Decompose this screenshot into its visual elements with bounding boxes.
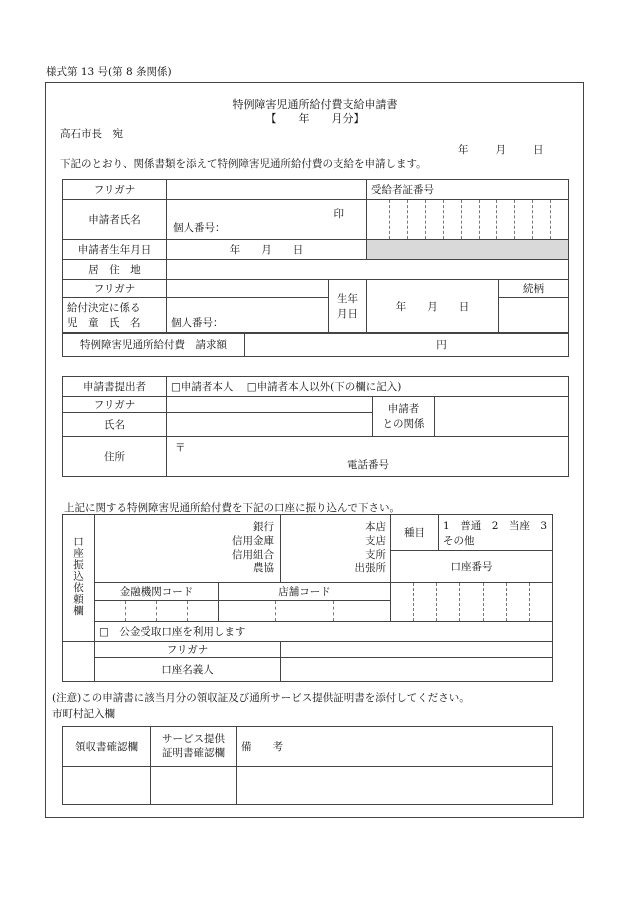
city-table	[62, 726, 553, 805]
applicant-birth-label: 申請者生年月日	[63, 240, 167, 260]
applicant-birth-field[interactable]: 年 月 日	[167, 240, 367, 260]
claim-label: 特例障害児通所給付費 請求額	[63, 333, 245, 357]
receipt-check-field[interactable]	[63, 767, 151, 805]
bank-side-label-cell	[63, 515, 95, 642]
yen-unit: 円	[436, 339, 447, 351]
submitter-table	[62, 376, 569, 477]
service-check-label: サービス提供 証明書確認欄	[151, 727, 237, 767]
submitter-other-checkbox[interactable]: □申請者本人以外(下の欄に記入)	[246, 381, 402, 393]
bank-intro: 上記に関する特例障害児通所給付費を下記の口座に振り込んで下さい。	[64, 502, 400, 514]
submitter-options	[167, 377, 569, 397]
kind-options[interactable]: 1 普通 2 当座 3その他	[439, 515, 553, 551]
applicant-table	[62, 179, 569, 334]
child-name-label-line2: 児 童 氏 名	[67, 316, 141, 329]
address-label: 居 住 地	[63, 260, 167, 280]
applicant-furigana-field[interactable]	[167, 180, 367, 200]
recipient-no-label: 受給者証番号	[367, 180, 569, 200]
child-name-label	[63, 298, 167, 334]
child-personal-no-label: 個人番号：	[171, 317, 224, 329]
bank-side-label: 口座振込依頼欄	[72, 536, 84, 617]
submitter-label: 申請書提出者	[63, 377, 167, 397]
submitter-address-label: 住所	[63, 437, 167, 477]
holder-label: 口座名義人	[95, 658, 281, 682]
bank-side-label-bottom	[63, 642, 95, 658]
submitter-self-checkbox[interactable]: □申請者本人	[171, 381, 234, 393]
public-account-checkbox[interactable]: □ 公金受取口座を利用します	[95, 622, 553, 642]
city-heading: 市町村記入欄	[52, 708, 115, 720]
child-name-label-line1: 給付決定に係る	[67, 301, 141, 314]
branch-type-list[interactable]: 本店 支店 支所 出張所	[281, 515, 391, 583]
submitter-address-field[interactable]	[167, 437, 569, 477]
bank-side-label-bottom2	[63, 658, 95, 682]
bank-table	[62, 514, 553, 682]
form-title: 特例障害児通所給付費支給申請書	[232, 98, 398, 111]
submitter-name-label: 氏名	[63, 413, 167, 437]
branch-code-field[interactable]	[219, 601, 391, 622]
holder-field[interactable]	[281, 658, 553, 682]
submitter-furigana-field[interactable]	[167, 397, 373, 413]
institution-code-label: 金融機関コード	[95, 583, 219, 601]
addressee: 高石市長 宛	[60, 128, 123, 140]
postal-mark: 〒	[175, 442, 186, 454]
holder-furigana-label: フリガナ	[95, 642, 281, 658]
remarks-label: 備 考	[237, 727, 553, 767]
claim-table	[62, 332, 569, 357]
receipt-check-label: 領収書確認欄	[63, 727, 151, 767]
service-check-field[interactable]	[151, 767, 237, 805]
attachment-note: (注意)この申請書に該当月分の領収証及び通所サービス提供証明書を添付してください。	[52, 692, 470, 704]
phone-label: 電話番号	[347, 459, 389, 471]
relation-field[interactable]	[499, 298, 569, 334]
holder-furigana-field[interactable]	[281, 642, 553, 658]
branch-code-label: 店舗コード	[219, 583, 391, 601]
kind-label: 種目	[391, 515, 439, 551]
applicant-name-label: 申請者氏名	[63, 200, 167, 240]
submitter-furigana-label: フリガナ	[63, 397, 167, 413]
account-no-field[interactable]	[391, 583, 553, 622]
intro-text: 下記のとおり、関係書類を添えて特例障害児通所給付費の支給を申請します。	[60, 158, 427, 170]
address-field[interactable]	[167, 260, 569, 280]
submitter-name-field[interactable]	[167, 413, 373, 437]
bank-type-list[interactable]: 銀行 信用金庫 信用組合 農協	[95, 515, 281, 583]
child-furigana-label: フリガナ	[63, 280, 167, 298]
account-no-label: 口座番号	[391, 551, 553, 583]
remarks-field[interactable]	[237, 767, 553, 805]
child-birth-field[interactable]: 年 月 日	[367, 280, 499, 334]
child-furigana-field[interactable]	[167, 280, 329, 298]
seal-mark: 印	[333, 208, 344, 220]
form-number: 様式第 13 号(第 8 条関係)	[46, 66, 172, 78]
claim-amount-field[interactable]	[245, 333, 569, 357]
applicant-name-field[interactable]	[167, 200, 367, 240]
shaded-cell	[367, 240, 569, 260]
child-birth-label: 生年 月日	[329, 280, 367, 334]
submitter-relation-label: 申請者 との関係	[373, 397, 435, 437]
relation-label: 続柄	[499, 280, 569, 298]
recipient-no-field[interactable]	[367, 200, 569, 240]
form-period: 【 年 月分】	[265, 112, 365, 125]
furigana-label: フリガナ	[63, 180, 167, 200]
institution-code-field[interactable]	[95, 601, 219, 622]
child-name-field[interactable]	[167, 298, 329, 334]
date-line: 年 月 日	[458, 144, 546, 156]
personal-no-label: 個人番号：	[173, 222, 226, 234]
submitter-relation-field[interactable]	[435, 397, 569, 437]
